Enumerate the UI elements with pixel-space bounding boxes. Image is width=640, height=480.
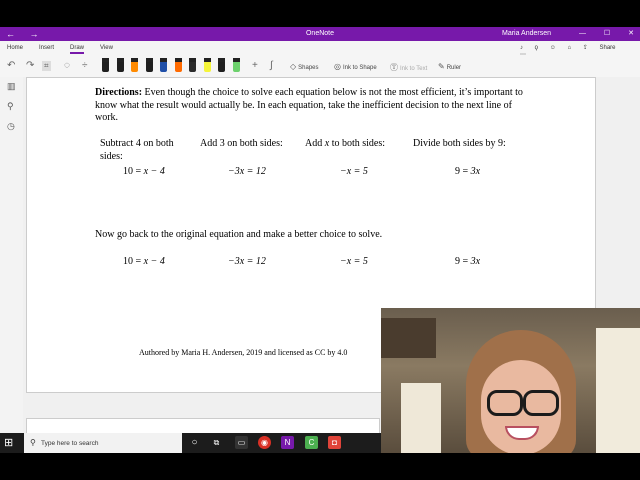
close-button[interactable]: ✕ xyxy=(628,30,634,37)
ink-to-shape-icon: ◎ xyxy=(334,62,341,71)
header-add-x-var: x xyxy=(324,138,330,149)
search-icon: ⚲ xyxy=(30,438,36,447)
back-arrow-icon[interactable]: ← xyxy=(6,29,15,39)
second-instruction: Now go back to the original equation and make a better choice to solve. xyxy=(95,229,383,240)
background-door-right xyxy=(596,328,640,453)
equation-3-repeat xyxy=(340,256,368,267)
lasso-select-icon[interactable]: ⌗ xyxy=(44,61,49,70)
pen-8-icon[interactable] xyxy=(204,58,211,72)
pen-body xyxy=(175,62,182,72)
left-nav xyxy=(0,77,23,433)
file-explorer-icon[interactable]: ▭ xyxy=(235,436,248,449)
directions-paragraph xyxy=(95,87,535,125)
equation-1-repeat xyxy=(123,256,165,267)
tab-insert[interactable]: Insert xyxy=(39,45,55,51)
equation-1 xyxy=(123,166,165,177)
wall-frame xyxy=(381,318,436,358)
draw-toolbar xyxy=(0,55,640,78)
highlighter-icon[interactable]: ∫ xyxy=(270,60,273,71)
ruler-label: Ruler xyxy=(446,65,462,71)
lightbulb-icon[interactable]: ϙ xyxy=(534,45,539,51)
equation-4-repeat-rest: 3x xyxy=(470,256,481,267)
glasses-right-lens xyxy=(523,390,559,416)
header-add-x-a: Add xyxy=(305,138,325,149)
pen-body xyxy=(146,62,153,72)
equation-4-pre: 9 = xyxy=(455,166,471,177)
chrome-icon[interactable]: ◉ xyxy=(258,436,271,449)
directions-label: Directions: xyxy=(95,87,143,98)
equation-4-repeat xyxy=(455,256,480,267)
header-subtract: Subtract 4 on both sides: xyxy=(100,138,174,162)
header-add-3: Add 3 on both sides: xyxy=(200,138,283,149)
tab-draw[interactable]: Draw xyxy=(70,45,84,54)
pen-6-icon[interactable] xyxy=(175,58,182,72)
equation-1-repeat-pre: 10 = xyxy=(123,256,144,267)
user-name[interactable]: Maria Andersen xyxy=(502,30,552,37)
next-page[interactable] xyxy=(26,418,380,434)
equation-3-rest: −x = 5 xyxy=(340,166,368,177)
title-bar xyxy=(0,27,640,41)
pen-body xyxy=(233,62,240,72)
pen-4-icon[interactable] xyxy=(146,58,153,72)
glasses-left-lens xyxy=(487,390,523,416)
camtasia-recorder-icon[interactable]: ◘ xyxy=(328,436,341,449)
pen-3-icon[interactable] xyxy=(131,58,138,72)
shapes-button[interactable] xyxy=(290,62,319,71)
pen-body xyxy=(204,62,211,72)
directions-text: Even though the choice to solve each equation below is not the most efficient, it’s important to know what the result would actually be. In each equation, take the inefficient decision to the next line of work. xyxy=(95,87,523,123)
search-icon[interactable]: ⚲ xyxy=(7,101,14,111)
onenote-taskbar-icon[interactable]: N xyxy=(281,436,294,449)
header-add-x xyxy=(305,138,385,151)
pen-body xyxy=(131,62,138,72)
equation-2-repeat-rest: −3x = 12 xyxy=(228,256,266,267)
pen-body xyxy=(102,62,109,72)
redo-icon[interactable]: ↷ xyxy=(26,60,35,71)
ink-to-text-label: Ink to Text xyxy=(400,66,428,72)
equation-4-repeat-pre: 9 = xyxy=(455,256,471,267)
pen-body xyxy=(189,62,196,72)
equation-2-repeat xyxy=(228,256,266,267)
ribbon-tabs xyxy=(0,41,640,55)
equation-4-rest: 3x xyxy=(470,166,481,177)
forward-arrow-icon[interactable]: → xyxy=(29,29,39,39)
insert-space-icon[interactable]: ÷ xyxy=(82,60,88,71)
camtasia-icon[interactable]: C xyxy=(305,436,318,449)
add-pen-icon[interactable]: + xyxy=(252,60,258,71)
pen-1-icon[interactable] xyxy=(102,58,109,72)
bell-icon[interactable]: ♪ xyxy=(520,45,523,51)
background-door xyxy=(401,383,441,453)
tab-view[interactable]: View xyxy=(100,45,113,51)
share-label: Share xyxy=(599,45,616,51)
cortana-icon[interactable]: ○ xyxy=(191,437,198,448)
equation-1-rest: x − 4 xyxy=(143,166,165,177)
app-title: OneNote xyxy=(305,30,335,37)
share-button[interactable] xyxy=(583,45,626,51)
pen-7-icon[interactable] xyxy=(189,58,196,72)
header-divide: Divide both sides by 9: xyxy=(413,138,506,149)
search-placeholder: Type here to search xyxy=(41,440,99,447)
shapes-label: Shapes xyxy=(298,65,319,71)
share-icon: ⇪ xyxy=(582,45,588,51)
shapes-icon: ◇ xyxy=(290,62,297,71)
lock-icon[interactable]: ⌂ xyxy=(567,45,572,51)
task-view-icon[interactable]: ⧉ xyxy=(213,438,220,447)
pen-9-icon[interactable] xyxy=(218,58,225,72)
taskbar-search[interactable] xyxy=(24,433,182,453)
window-controls xyxy=(563,29,634,37)
ink-to-shape-label: Ink to Shape xyxy=(342,65,377,71)
equation-2-rest: −3x = 12 xyxy=(228,166,266,177)
undo-icon[interactable]: ↶ xyxy=(7,60,16,71)
ink-to-text-icon: Ⓣ xyxy=(390,63,398,72)
webcam-overlay xyxy=(381,308,640,453)
maximize-button[interactable]: ☐ xyxy=(603,30,611,37)
equation-3 xyxy=(340,166,368,177)
ink-to-text-button[interactable] xyxy=(390,62,427,73)
ruler-button[interactable] xyxy=(438,62,461,71)
author-line: Authored by Maria H. Andersen, 2019 and licensed as CC by 4.0 xyxy=(139,348,348,357)
pen-10-icon[interactable] xyxy=(233,58,240,72)
equation-3-repeat-rest: −x = 5 xyxy=(340,256,368,267)
equation-2 xyxy=(228,166,266,177)
pen-body xyxy=(117,62,124,72)
person-icon[interactable]: ☺ xyxy=(549,45,556,51)
notebooks-icon[interactable]: ▥ xyxy=(7,81,16,91)
ink-to-shape-button[interactable] xyxy=(334,62,377,71)
windows-start-icon[interactable]: ⊞ xyxy=(4,437,14,449)
pen-5-icon[interactable] xyxy=(160,58,167,72)
equation-4 xyxy=(455,166,480,177)
equation-1-pre: 10 = xyxy=(123,166,144,177)
pen-body xyxy=(160,62,167,72)
tab-home[interactable]: Home xyxy=(7,45,24,51)
recent-icon[interactable]: ◷ xyxy=(7,121,15,131)
equation-1-repeat-rest: x − 4 xyxy=(143,256,165,267)
ruler-icon: ✎ xyxy=(438,62,445,71)
minimize-button[interactable]: — xyxy=(578,30,586,37)
header-add-x-b: to both sides: xyxy=(329,138,386,149)
pen-2-icon[interactable] xyxy=(117,58,124,72)
eraser-icon[interactable]: ◌ xyxy=(64,60,70,71)
pen-body xyxy=(218,62,225,72)
